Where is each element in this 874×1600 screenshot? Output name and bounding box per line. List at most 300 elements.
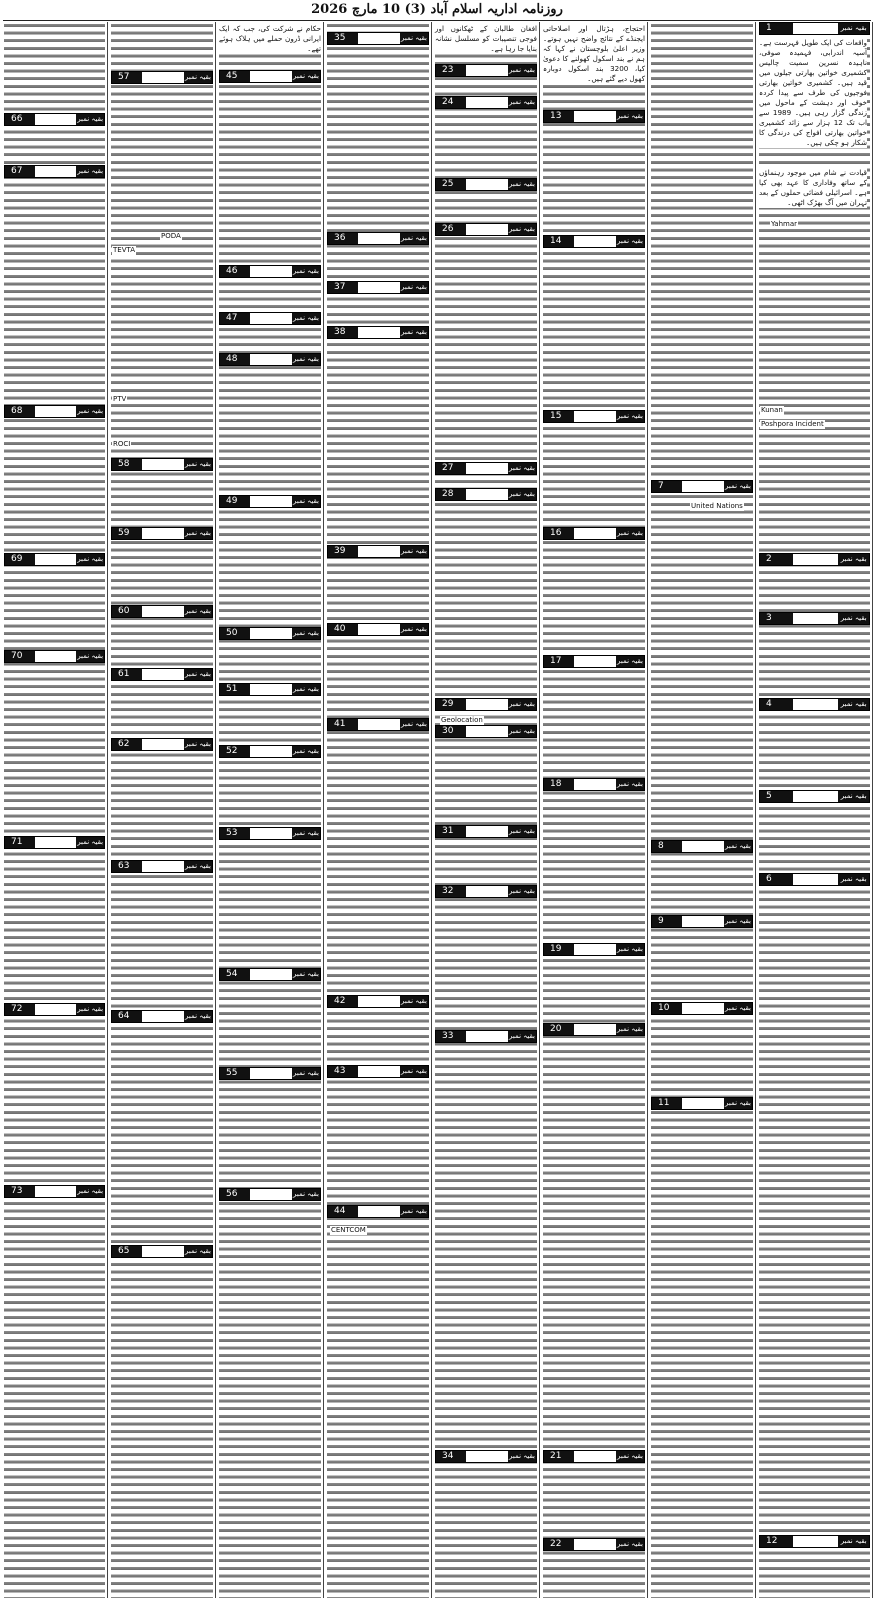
- continuation-box-10: [651, 1002, 753, 1015]
- continuation-number: 72: [5, 1004, 35, 1015]
- article-text-col3-top: احتجاج، ہڑتال اور اصلاحاتی ایجنڈے کے نتائج واضح نہیں ہوتے۔ وزیر اعلیٰ بلوچستان نے کہا کہ ہم نے بند اسکول کھولنے کا دعویٰ کیا، 3200 بند اسکول دوبارہ کھول دیے گئے ہیں۔: [543, 24, 646, 83]
- continuation-number: 13: [544, 111, 574, 122]
- continuation-label: بقیہ نمبر: [509, 827, 535, 835]
- column-divider: [647, 22, 648, 1598]
- article-text-col4-top: افغان طالبان کے ٹھکانوں اور فوجی تنصیبات کو مسلسل نشانہ بنایا جا رہا ہے۔: [435, 24, 537, 53]
- continuation-box-18: [543, 778, 645, 791]
- continuation-label: بقیہ نمبر: [617, 1540, 643, 1548]
- box-blank: [358, 719, 400, 730]
- continuation-box-31: [435, 825, 537, 838]
- continuation-label: بقیہ نمبر: [293, 747, 319, 755]
- box-blank: [250, 313, 292, 324]
- continuation-number: 53: [220, 828, 250, 839]
- continuation-number: 60: [112, 606, 142, 617]
- continuation-box-38: [327, 326, 429, 339]
- box-blank: [358, 1206, 400, 1217]
- inline-term: Geolocation: [441, 716, 483, 724]
- continuation-number: 45: [220, 71, 250, 82]
- box-blank: [466, 699, 508, 710]
- continuation-label: بقیہ نمبر: [509, 98, 535, 106]
- continuation-label: بقیہ نمبر: [617, 529, 643, 537]
- column-divider: [431, 22, 432, 1598]
- continuation-number: 70: [5, 651, 35, 662]
- continuation-box-63: [111, 860, 213, 873]
- continuation-number: 20: [544, 1024, 574, 1035]
- continuation-label: بقیہ نمبر: [293, 267, 319, 275]
- continuation-box-4: [759, 698, 870, 711]
- box-blank: [466, 726, 508, 737]
- box-blank: [358, 233, 400, 244]
- box-blank: [574, 1451, 616, 1462]
- continuation-label: بقیہ نمبر: [509, 1032, 535, 1040]
- continuation-label: بقیہ نمبر: [617, 412, 643, 420]
- continuation-number: 41: [328, 719, 358, 730]
- text-column-4: [433, 22, 539, 1598]
- inline-term: Yahmar: [771, 220, 798, 228]
- continuation-box-58: [111, 458, 213, 471]
- box-blank: [466, 224, 508, 235]
- inline-term: ROCI: [113, 440, 131, 448]
- continuation-box-2: [759, 553, 870, 566]
- continuation-label: بقیہ نمبر: [725, 1099, 751, 1107]
- continuation-box-21: [543, 1450, 645, 1463]
- continuation-number: 32: [436, 886, 466, 897]
- continuation-label: بقیہ نمبر: [725, 482, 751, 490]
- continuation-number: 19: [544, 944, 574, 955]
- box-blank: [358, 996, 400, 1007]
- continuation-number: 69: [5, 554, 35, 565]
- continuation-number: 27: [436, 463, 466, 474]
- continuation-number: 16: [544, 528, 574, 539]
- continuation-label: بقیہ نمبر: [293, 355, 319, 363]
- box-blank: [35, 114, 77, 125]
- box-blank: [466, 463, 508, 474]
- continuation-label: بقیہ نمبر: [293, 629, 319, 637]
- box-blank: [466, 97, 508, 108]
- continuation-label: بقیہ نمبر: [293, 685, 319, 693]
- box-blank: [793, 1536, 839, 1547]
- box-blank: [682, 916, 724, 927]
- continuation-number: 55: [220, 1068, 250, 1079]
- continuation-number: 35: [328, 33, 358, 44]
- continuation-box-6: [759, 873, 870, 886]
- continuation-label: بقیہ نمبر: [77, 167, 104, 175]
- continuation-label: بقیہ نمبر: [77, 1005, 104, 1013]
- continuation-label: بقیہ نمبر: [617, 945, 643, 953]
- continuation-box-40: [327, 623, 429, 636]
- continuation-number: 59: [112, 528, 142, 539]
- continuation-label: بقیہ نمبر: [77, 1187, 104, 1195]
- continuation-label: بقیہ نمبر: [509, 700, 535, 708]
- continuation-number: 21: [544, 1451, 574, 1462]
- continuation-number: 34: [436, 1451, 466, 1462]
- box-blank: [793, 791, 839, 802]
- continuation-label: بقیہ نمبر: [77, 838, 104, 846]
- continuation-number: 9: [652, 916, 682, 927]
- continuation-number: 73: [5, 1186, 35, 1197]
- continuation-box-59: [111, 527, 213, 540]
- continuation-number: 17: [544, 656, 574, 667]
- box-blank: [682, 1003, 724, 1014]
- box-blank: [35, 1004, 77, 1015]
- continuation-number: 43: [328, 1066, 358, 1077]
- continuation-label: بقیہ نمبر: [185, 862, 211, 870]
- continuation-number: 30: [436, 726, 466, 737]
- continuation-number: 28: [436, 489, 466, 500]
- continuation-number: 37: [328, 282, 358, 293]
- continuation-label: بقیہ نمبر: [838, 791, 869, 802]
- continuation-label: بقیہ نمبر: [838, 699, 869, 710]
- continuation-number: 64: [112, 1011, 142, 1022]
- inline-term: TEVTA: [113, 246, 136, 254]
- continuation-number: 26: [436, 224, 466, 235]
- continuation-number: 66: [5, 114, 35, 125]
- continuation-box-14: [543, 235, 645, 248]
- continuation-box-33: [435, 1030, 537, 1043]
- continuation-label: بقیہ نمبر: [185, 740, 211, 748]
- box-blank: [358, 624, 400, 635]
- column-divider: [215, 22, 216, 1598]
- text-column-2: [649, 22, 755, 1598]
- box-blank: [35, 554, 77, 565]
- continuation-number: 11: [652, 1098, 682, 1109]
- continuation-box-37: [327, 281, 429, 294]
- continuation-box-35: [327, 32, 429, 45]
- continuation-box-24: [435, 96, 537, 109]
- continuation-box-30: [435, 725, 537, 738]
- box-blank: [466, 1451, 508, 1462]
- continuation-label: بقیہ نمبر: [401, 625, 427, 633]
- continuation-number: 54: [220, 969, 250, 980]
- continuation-label: بقیہ نمبر: [293, 1190, 319, 1198]
- box-blank: [250, 496, 292, 507]
- continuation-label: بقیہ نمبر: [617, 1025, 643, 1033]
- continuation-box-70: [4, 650, 105, 663]
- continuation-box-28: [435, 488, 537, 501]
- inline-term: PODA: [161, 232, 181, 240]
- continuation-label: بقیہ نمبر: [401, 720, 427, 728]
- continuation-label: بقیہ نمبر: [401, 1207, 427, 1215]
- box-blank: [682, 1098, 724, 1109]
- box-blank: [466, 489, 508, 500]
- continuation-label: بقیہ نمبر: [293, 72, 319, 80]
- continuation-label: بقیہ نمبر: [185, 73, 211, 81]
- continuation-number: 47: [220, 313, 250, 324]
- box-blank: [35, 166, 77, 177]
- box-blank: [793, 874, 839, 885]
- continuation-label: بقیہ نمبر: [838, 554, 869, 565]
- continuation-number: 5: [760, 791, 793, 802]
- continuation-box-60: [111, 605, 213, 618]
- continuation-box-51: [219, 683, 321, 696]
- continuation-box-5: [759, 790, 870, 803]
- continuation-box-34: [435, 1450, 537, 1463]
- box-blank: [466, 179, 508, 190]
- continuation-box-67: [4, 165, 105, 178]
- continuation-number: 44: [328, 1206, 358, 1217]
- box-blank: [142, 1246, 184, 1257]
- continuation-number: 15: [544, 411, 574, 422]
- box-blank: [142, 528, 184, 539]
- box-blank: [35, 837, 77, 848]
- continuation-box-46: [219, 265, 321, 278]
- continuation-label: بقیہ نمبر: [509, 490, 535, 498]
- continuation-number: 56: [220, 1189, 250, 1200]
- continuation-label: بقیہ نمبر: [77, 652, 104, 660]
- continuation-label: بقیہ نمبر: [77, 407, 104, 415]
- box-blank: [35, 1186, 77, 1197]
- continuation-box-73: [4, 1185, 105, 1198]
- continuation-box-48: [219, 353, 321, 366]
- continuation-label: بقیہ نمبر: [185, 1012, 211, 1020]
- inline-term: United Nations: [691, 502, 743, 510]
- continuation-box-3: [759, 612, 870, 625]
- continuation-label: بقیہ نمبر: [838, 23, 869, 34]
- box-blank: [35, 406, 77, 417]
- box-blank: [466, 886, 508, 897]
- continuation-number: 52: [220, 746, 250, 757]
- continuation-box-39: [327, 545, 429, 558]
- continuation-label: بقیہ نمبر: [509, 464, 535, 472]
- continuation-number: 63: [112, 861, 142, 872]
- text-column-3: [541, 22, 647, 1598]
- text-column-7: [109, 22, 215, 1598]
- continuation-box-49: [219, 495, 321, 508]
- continuation-box-19: [543, 943, 645, 956]
- continuation-number: 31: [436, 826, 466, 837]
- continuation-box-12: [759, 1535, 870, 1548]
- continuation-box-52: [219, 745, 321, 758]
- continuation-label: بقیہ نمبر: [293, 1069, 319, 1077]
- continuation-number: 4: [760, 699, 793, 710]
- box-blank: [142, 459, 184, 470]
- continuation-label: بقیہ نمبر: [617, 1452, 643, 1460]
- continuation-box-9: [651, 915, 753, 928]
- continuation-box-57: [111, 71, 213, 84]
- continuation-number: 46: [220, 266, 250, 277]
- continuation-box-64: [111, 1010, 213, 1023]
- article-text-col1-box1: قیادت نے شام میں موجود رہنماؤں کے ساتھ وفاداری کا عہد بھی کیا ہے۔ اسرائیلی فضائی حملوں کے بعد تہران میں آگ بھڑک اٹھی۔: [759, 168, 867, 207]
- continuation-label: بقیہ نمبر: [617, 237, 643, 245]
- column-divider: [755, 22, 756, 1598]
- continuation-box-7: [651, 480, 753, 493]
- continuation-number: 18: [544, 779, 574, 790]
- continuation-label: بقیہ نمبر: [401, 1067, 427, 1075]
- continuation-box-65: [111, 1245, 213, 1258]
- continuation-label: بقیہ نمبر: [509, 887, 535, 895]
- box-blank: [466, 65, 508, 76]
- continuation-number: 48: [220, 354, 250, 365]
- box-blank: [574, 236, 616, 247]
- continuation-number: 38: [328, 327, 358, 338]
- continuation-box-61: [111, 668, 213, 681]
- continuation-number: 7: [652, 481, 682, 492]
- continuation-number: 68: [5, 406, 35, 417]
- text-column-8: [2, 22, 107, 1598]
- continuation-box-22: [543, 1538, 645, 1551]
- continuation-box-71: [4, 836, 105, 849]
- continuation-label: بقیہ نمبر: [293, 314, 319, 322]
- continuation-label: بقیہ نمبر: [509, 180, 535, 188]
- continuation-number: 25: [436, 179, 466, 190]
- continuation-label: بقیہ نمبر: [725, 842, 751, 850]
- box-blank: [250, 746, 292, 757]
- continuation-box-72: [4, 1003, 105, 1016]
- continuation-number: 42: [328, 996, 358, 1007]
- box-blank: [250, 1068, 292, 1079]
- continuation-number: 12: [760, 1536, 793, 1547]
- continuation-label: بقیہ نمبر: [617, 112, 643, 120]
- box-blank: [250, 828, 292, 839]
- continuation-box-69: [4, 553, 105, 566]
- box-blank: [358, 282, 400, 293]
- continuation-box-45: [219, 70, 321, 83]
- continuation-box-43: [327, 1065, 429, 1078]
- continuation-box-36: [327, 232, 429, 245]
- continuation-box-32: [435, 885, 537, 898]
- continuation-label: بقیہ نمبر: [185, 460, 211, 468]
- continuation-number: 50: [220, 628, 250, 639]
- continuation-number: 57: [112, 72, 142, 83]
- box-blank: [142, 669, 184, 680]
- continuation-box-68: [4, 405, 105, 418]
- box-blank: [142, 739, 184, 750]
- continuation-box-53: [219, 827, 321, 840]
- continuation-number: 58: [112, 459, 142, 470]
- continuation-label: بقیہ نمبر: [725, 917, 751, 925]
- box-blank: [574, 779, 616, 790]
- box-blank: [250, 354, 292, 365]
- box-blank: [682, 481, 724, 492]
- inline-term: Poshpora Incident: [761, 420, 824, 428]
- continuation-number: 10: [652, 1003, 682, 1014]
- continuation-number: 67: [5, 166, 35, 177]
- continuation-number: 29: [436, 699, 466, 710]
- continuation-label: بقیہ نمبر: [401, 328, 427, 336]
- continuation-box-17: [543, 655, 645, 668]
- continuation-number: 1: [760, 23, 793, 34]
- continuation-box-42: [327, 995, 429, 1008]
- continuation-number: 39: [328, 546, 358, 557]
- continuation-box-54: [219, 968, 321, 981]
- continuation-box-8: [651, 840, 753, 853]
- continuation-label: بقیہ نمبر: [509, 1452, 535, 1460]
- continuation-number: 33: [436, 1031, 466, 1042]
- column-divider: [872, 22, 873, 1598]
- box-blank: [142, 72, 184, 83]
- continuation-number: 6: [760, 874, 793, 885]
- box-blank: [793, 699, 839, 710]
- continuation-label: بقیہ نمبر: [401, 997, 427, 1005]
- continuation-label: بقیہ نمبر: [185, 1247, 211, 1255]
- box-blank: [250, 266, 292, 277]
- continuation-box-47: [219, 312, 321, 325]
- continuation-number: 49: [220, 496, 250, 507]
- continuation-box-27: [435, 462, 537, 475]
- continuation-number: 22: [544, 1539, 574, 1550]
- continuation-box-41: [327, 718, 429, 731]
- continuation-label: بقیہ نمبر: [617, 780, 643, 788]
- box-blank: [358, 546, 400, 557]
- continuation-box-23: [435, 64, 537, 77]
- box-blank: [142, 861, 184, 872]
- inline-term: PTV: [113, 395, 127, 403]
- box-blank: [793, 23, 839, 34]
- continuation-number: 65: [112, 1246, 142, 1257]
- continuation-box-11: [651, 1097, 753, 1110]
- continuation-box-50: [219, 627, 321, 640]
- box-blank: [358, 327, 400, 338]
- text-column-5: [325, 22, 431, 1598]
- inline-term: Kunan: [761, 406, 783, 414]
- continuation-number: 71: [5, 837, 35, 848]
- continuation-label: بقیہ نمبر: [293, 497, 319, 505]
- continuation-label: بقیہ نمبر: [293, 970, 319, 978]
- continuation-box-55: [219, 1067, 321, 1080]
- box-blank: [574, 411, 616, 422]
- continuation-box-1: [759, 22, 870, 35]
- continuation-box-29: [435, 698, 537, 711]
- continuation-label: بقیہ نمبر: [401, 34, 427, 42]
- box-blank: [574, 1024, 616, 1035]
- continuation-label: بقیہ نمبر: [617, 657, 643, 665]
- continuation-number: 36: [328, 233, 358, 244]
- column-divider: [539, 22, 540, 1598]
- continuation-number: 51: [220, 684, 250, 695]
- box-blank: [250, 71, 292, 82]
- box-blank: [35, 651, 77, 662]
- continuation-label: بقیہ نمبر: [838, 1536, 869, 1547]
- continuation-box-62: [111, 738, 213, 751]
- continuation-number: 8: [652, 841, 682, 852]
- continuation-box-16: [543, 527, 645, 540]
- box-blank: [250, 1189, 292, 1200]
- masthead: روزنامہ اداریہ اسلام آباد (3) 10 مارچ 2026: [311, 2, 563, 17]
- box-blank: [250, 628, 292, 639]
- text-column-1: [757, 22, 872, 1598]
- box-blank: [793, 554, 839, 565]
- box-blank: [574, 944, 616, 955]
- continuation-box-26: [435, 223, 537, 236]
- continuation-number: 23: [436, 65, 466, 76]
- continuation-number: 2: [760, 554, 793, 565]
- box-blank: [358, 1066, 400, 1077]
- column-divider: [107, 22, 108, 1598]
- continuation-box-44: [327, 1205, 429, 1218]
- box-blank: [250, 969, 292, 980]
- continuation-number: 24: [436, 97, 466, 108]
- box-blank: [250, 684, 292, 695]
- box-blank: [574, 528, 616, 539]
- continuation-box-25: [435, 178, 537, 191]
- article-text-col1-top: واقعات کی ایک طویل فہرست ہے۔ آسیہ اندرابی، فہمیدہ صوفی، ناہیدہ نسرین سمیت چالیس کشمیری خواتین بھارتی جیلوں میں قید ہیں۔ کشمیری خواتین بھارتی فوجیوں کی طرف سے پیدا کردہ خوف اور دہشت کے ماحول میں زندگی گزار رہی ہیں۔ 1989 سے اب تک 12 ہزار سے زائد کشمیری خواتین بھارتی افواج کی درندگی کا شکار ہو چکی ہیں۔: [759, 38, 867, 147]
- box-blank: [358, 33, 400, 44]
- continuation-box-66: [4, 113, 105, 126]
- continuation-box-56: [219, 1188, 321, 1201]
- continuation-number: 61: [112, 669, 142, 680]
- box-blank: [466, 1031, 508, 1042]
- box-blank: [793, 613, 839, 624]
- continuation-label: بقیہ نمبر: [77, 555, 104, 563]
- continuation-label: بقیہ نمبر: [401, 547, 427, 555]
- continuation-label: بقیہ نمبر: [509, 66, 535, 74]
- box-blank: [682, 841, 724, 852]
- continuation-label: بقیہ نمبر: [725, 1004, 751, 1012]
- masthead-rule: [3, 20, 871, 21]
- continuation-label: بقیہ نمبر: [838, 613, 869, 624]
- continuation-box-15: [543, 410, 645, 423]
- continuation-label: بقیہ نمبر: [509, 727, 535, 735]
